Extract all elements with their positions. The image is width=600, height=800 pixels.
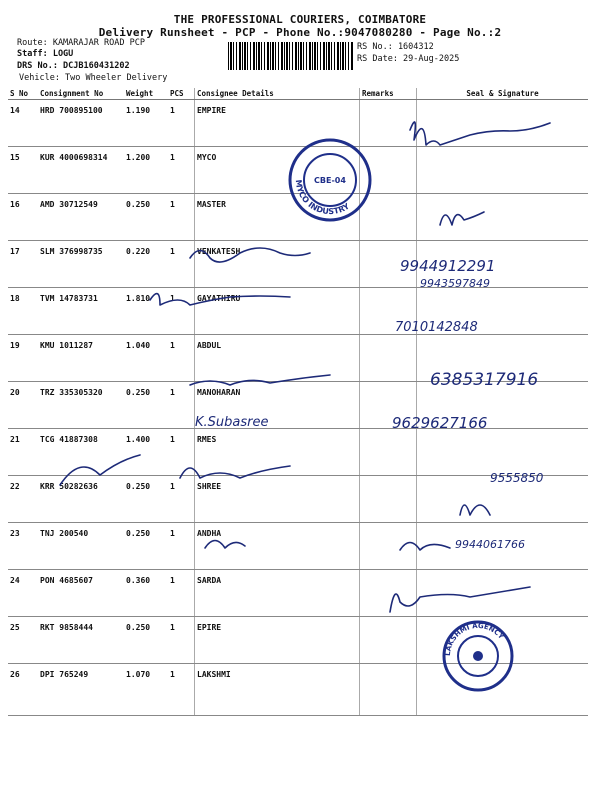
- row-sno: 24: [8, 570, 38, 617]
- document-title: THE PROFESSIONAL COURIERS, COIMBATORE: [173, 13, 427, 26]
- row-consignee: SARDA: [195, 570, 360, 617]
- row-pcs: 1: [168, 664, 195, 716]
- row-sno: 16: [8, 194, 38, 241]
- lakshmi-stamp-text: LAKSHMI AGENCY: [443, 621, 506, 657]
- route-label: Route: KAMARAJAR ROAD PCP: [17, 38, 145, 48]
- staff-label: Staff: LOGU: [17, 49, 74, 59]
- signature-25: [390, 587, 530, 612]
- row-consignment: SLM 376998735: [38, 241, 124, 288]
- handwritten-phone-21: 9629627166: [392, 414, 488, 432]
- row-consignment: AMD 30712549: [38, 194, 124, 241]
- myco-stamp-text: MYCO INDUSTRY: [293, 179, 351, 217]
- signature-24b: [400, 543, 450, 551]
- row-consignment: TRZ 335305320: [38, 382, 124, 429]
- row-weight: 1.200: [124, 147, 168, 194]
- row-pcs: 1: [168, 476, 195, 523]
- row-consignment: TVM 14783731: [38, 288, 124, 335]
- signature-22b: [180, 466, 290, 478]
- row-sno: 17: [8, 241, 38, 288]
- drs-number: DRS No.: DCJB160431202: [17, 61, 130, 71]
- col-signature: Seal & Signature: [417, 88, 589, 100]
- handwritten-phone-22: 9555850: [490, 471, 544, 485]
- col-weight: Weight: [124, 88, 168, 100]
- row-sno: 23: [8, 523, 38, 570]
- signature-16: [440, 212, 484, 225]
- row-weight: 1.190: [124, 100, 168, 147]
- row-consignee: ABDUL: [195, 335, 360, 382]
- row-consignee: EMPIRE: [195, 100, 360, 147]
- row-pcs: 1: [168, 382, 195, 429]
- row-consignment: KMU 1011287: [38, 335, 124, 382]
- row-consignee: MASTER: [195, 194, 360, 241]
- handwritten-phone-24: 9944061766: [455, 538, 525, 551]
- row-weight: 0.360: [124, 570, 168, 617]
- signature-23: [460, 505, 490, 515]
- row-consignment: TNJ 200540: [38, 523, 124, 570]
- myco-stamp-code: CBE-04: [314, 176, 346, 185]
- row-consignment: KRR 50282636: [38, 476, 124, 523]
- row-weight: 0.250: [124, 194, 168, 241]
- row-pcs: 1: [168, 194, 195, 241]
- row-sno: 18: [8, 288, 38, 335]
- row-consignee: GAYATHIRU: [195, 288, 360, 335]
- row-consignee: VENKATESH: [195, 241, 360, 288]
- myco-stamp: [290, 140, 370, 220]
- row-pcs: 1: [168, 147, 195, 194]
- col-remarks: Remarks: [360, 88, 417, 100]
- handwritten-phone-19: 7010142848: [395, 320, 478, 335]
- handwritten-phone-20: 6385317916: [430, 370, 539, 390]
- row-weight: 0.250: [124, 382, 168, 429]
- row-consignment: KUR 4000698314: [38, 147, 124, 194]
- signature-17-18: [190, 248, 310, 262]
- row-sno: 26: [8, 664, 38, 716]
- row-sno: 21: [8, 429, 38, 476]
- signature-18: [150, 294, 290, 305]
- row-sno: 20: [8, 382, 38, 429]
- row-consignment: DPI 765249: [38, 664, 124, 716]
- row-weight: 0.250: [124, 476, 168, 523]
- row-weight: 0.250: [124, 617, 168, 664]
- lakshmi-stamp: [444, 622, 512, 690]
- row-sno: 14: [8, 100, 38, 147]
- row-consignment: RKT 9858444: [38, 617, 124, 664]
- row-sno: 15: [8, 147, 38, 194]
- row-pcs: 1: [168, 523, 195, 570]
- handwritten-name-21: K.Subasree: [195, 415, 269, 430]
- vehicle-label: Vehicle: Two Wheeler Delivery: [19, 73, 168, 83]
- row-sno: 22: [8, 476, 38, 523]
- row-sno: 19: [8, 335, 38, 382]
- row-weight: 1.040: [124, 335, 168, 382]
- row-sno: 25: [8, 617, 38, 664]
- row-weight: 0.250: [124, 523, 168, 570]
- col-consignment: Consignment No: [38, 88, 124, 100]
- row-consignment: PON 4685607: [38, 570, 124, 617]
- row-consignee: MYCO: [195, 147, 360, 194]
- row-weight: 1.070: [124, 664, 168, 716]
- col-pcs: PCS: [168, 88, 195, 100]
- row-pcs: 1: [168, 100, 195, 147]
- row-pcs: 1: [168, 570, 195, 617]
- row-consignee: SHREE: [195, 476, 360, 523]
- row-pcs: 1: [168, 288, 195, 335]
- row-consignee: RMES: [195, 429, 360, 476]
- row-consignee: MANOHARAN: [195, 382, 360, 429]
- row-weight: 1.810: [124, 288, 168, 335]
- col-sno: S No: [8, 88, 38, 100]
- signature-14: [410, 122, 550, 145]
- row-pcs: 1: [168, 429, 195, 476]
- signature-22: [60, 455, 140, 485]
- row-pcs: 1: [168, 335, 195, 382]
- row-consignee: LAKSHMI: [195, 664, 360, 716]
- row-consignee: ANDHA: [195, 523, 360, 570]
- col-consignee: Consignee Details: [195, 88, 360, 100]
- row-pcs: 1: [168, 617, 195, 664]
- rs-date: RS Date: 29-Aug-2025: [357, 54, 460, 64]
- signature-24: [205, 541, 245, 549]
- row-pcs: 1: [168, 241, 195, 288]
- rs-number: RS No.: 1604312: [357, 42, 434, 52]
- signature-20: [190, 375, 330, 385]
- row-consignee: EPIRE: [195, 617, 360, 664]
- runsheet-subtitle: Delivery Runsheet - PCP - Phone No.:9047080280 - Page No.:2: [98, 26, 502, 39]
- row-weight: 1.400: [124, 429, 168, 476]
- handwritten-phone-18b: 9943597849: [420, 277, 490, 290]
- row-consignment: TCG 41887308: [38, 429, 124, 476]
- row-weight: 0.220: [124, 241, 168, 288]
- row-consignment: HRD 700895100: [38, 100, 124, 147]
- handwritten-phone-18: 9944912291: [400, 257, 496, 275]
